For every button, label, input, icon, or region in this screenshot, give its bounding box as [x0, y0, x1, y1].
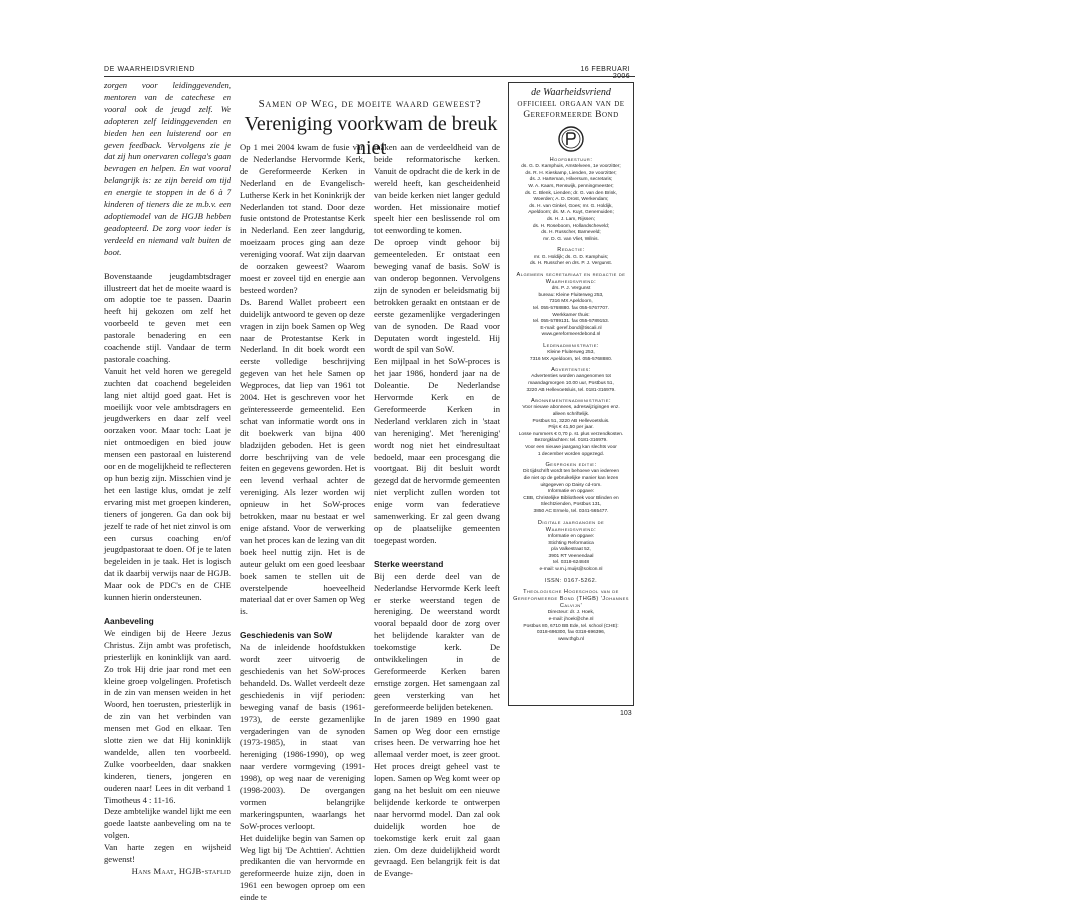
paragraph: We eindigen bij de Heere Jezus Christus. Zijn ambt was profetisch, priesterlijk en koninklijk van aard. Zo trok Hij drie jaar rond met een kleine groep volgelingen. Profetisch in de zin van mensen weiden in het Woord, hen toerusten, priesterlijk in de zin van het verbinden van mensen met God en elkaar. Ten slotte zien we dat Hij koninklijk wandelde, allen ten voorbeeld. Zulke voorbeelden, daar snakken kinderen, tieners, jongeren en ouderen naar! Lees in dit verband 1 Timotheus 4 : 11-16.	[104, 627, 231, 805]
masthead-section	[512, 520, 630, 574]
paragraph: Van harte zegen en wijsheid gewenst!	[104, 842, 231, 865]
masthead-box	[508, 82, 634, 706]
masthead-line: Voor nieuwe abonnees, adreswijzigingen enz.	[522, 405, 620, 411]
paragraph: In de jaren 1989 en 1990 gaat Samen op Weg door een ernstige crises heen. De verwarring hoe het allemaal verder moet, is zeer groot. Het proces dreigt geheel vast te lopen. Samen op Weg komt weer op gang na het besluit om een nieuwe belijdende kerkorde te ontwerpen naar hervormd model. Dan zal ook duidelijk worden hoe de toekomstige kerk eruit zal gaan zien. Om deze duidelijkheid wordt gevraagd. Een belangrijk feit is dat de Evange-	[374, 713, 500, 879]
masthead-line: ds. H. J. Lam, Rijssen;	[547, 216, 595, 222]
masthead-line: ds. G. D. Kamphuis, Amstelveen, 1e voorzitter;	[521, 164, 621, 170]
masthead-line: Voor een nieuwe jaargang kan slechts voor	[525, 445, 617, 451]
masthead-section	[512, 157, 630, 243]
masthead-line: Apeldoorn; ds. M. A. Kuyt, Genemuiden;	[528, 210, 614, 216]
masthead-section-heading: Hoofdbestuur:	[549, 157, 593, 163]
paragraph: Op 1 mei 2004 kwam de fusie van de Nederlandse Hervormde Kerk, de Gereformeerde Kerken in Nederland en de Evangelisch-Lutherse Kerk in het Koninkrijk der Nederlanden tot stand. Door deze fusie ontstond de Protestantse Kerk in Nederland. Een zeer langdurig, moeizaam proces ging aan deze vereniging vooraf. Wat zijn daarvan de oorzaken geweest? Waarom moest er zoveel tijd en energie aan besteed worden?	[240, 142, 365, 295]
masthead-subtitle: officieel orgaan van de Gereformeerde Bond	[517, 99, 625, 120]
masthead-line: Kleine Fluiterweg 253,	[547, 350, 595, 356]
masthead-line: bureau: Kleine Fluiterweg 253,	[538, 292, 604, 298]
masthead-line: Postbus 51, 3220 AB Hellevoetsluis.	[532, 418, 610, 424]
masthead-line: 7316 MX Apeldoorn,	[549, 299, 593, 305]
masthead-section-heading: Advertenties:	[551, 367, 591, 374]
masthead-line: ds. H. Roseboom, Hollandscheveld;	[532, 223, 610, 229]
masthead-line: 3901 RT Veenendaal	[548, 553, 594, 559]
masthead-line: Informatie en opgave:	[547, 533, 595, 539]
paragraph: Vanuit het veld horen we geregeld zuchten dat coachend begeleiden lang niet altijd goed gaat. Het is moeilijk voor vele ambtsdragers en jeugdwerkers en daar zelf veel oorzaken voor. Maar toch: Laat je niet ontmoedigen en bied jouw mensen een pastoraal en luisterend oor en de mogelijkheid te reflecteren op hun bezig zijn. Misschien vind je het een lastige klus, omdat je zelf ervaring mist met groepen kinderen, tieners of jongeren. Ga dan ook bij jezelf te rade of het niet zinvol is om een cursus coaching en/of jeugdpastoraat te doen. Of je te laten begeleiden in je taak. Het is logisch dat ik daarbij verwijs naar de HGJB. Maar ook de PDC's en de CHE kunnen hierin ondersteunen.	[104, 365, 231, 603]
subheading-aanbeveling: Aanbeveling	[104, 615, 154, 626]
masthead-line: e-mail: jhoek@che.nl	[548, 616, 594, 622]
masthead-line: ds. H. van Ginkel, Goes; mr. G. Holdijk,	[529, 203, 613, 209]
paragraph: Deze ambtelijke wandel lijkt me een goede laatste aanbeveling om na te volgen.	[104, 806, 231, 841]
masthead-section	[512, 272, 630, 339]
masthead-line: e-mail: w.m.j.muijs@solcon.nl	[539, 566, 603, 572]
masthead-section-heading: Theologische Hogeschool van de Gereformeerde Bond (THGB) 'Johannes Calvijn'	[513, 588, 629, 610]
gereformeerde-bond-logo-icon	[558, 126, 584, 152]
masthead-line: die niet op de gebruikelijke manier kan lezen	[523, 476, 619, 481]
masthead-line: alleen schriftelijk.	[552, 412, 590, 418]
running-header-date: 16 FEBRUARI	[580, 66, 630, 73]
paragraph: Bij een derde deel van de Nederlandse Hervormde Kerk leeft er sterke weerstand tegen de hereniging. De weerstand wordt vooral bepaald door de zorg over het belijdende karakter van de toekomstige kerk. De ontwikkelingen in de Gereformeerde Kerken baren ernstige zorgen. Het samengaan zal geen versterking van het gereformeerde belijden betekenen.	[374, 570, 500, 712]
masthead-section-heading: Digitale jaargangen de Waarheidsvriend:	[537, 519, 605, 533]
author-signature: Hans Maat, HGJB-staflid	[131, 866, 231, 876]
masthead-section	[512, 367, 630, 394]
masthead-line: uitgegeven op Daisy cd-rom.	[540, 482, 602, 488]
masthead-line: ds. C. Blenk, Lienden; dr. G. van den Brink,	[525, 190, 617, 196]
intro-quote: zorgen voor leidinggevenden, mentoren van de catechese en vooral ook de jeugd zelf. We adopteren zelf leidinggevenden en bieden hen een luisterend oor en geven feedback. Vervolgens zie je dat zij hun onervaren collega's gaan bevragen en helpen. En wat vooral belangrijk is: ze zijn bereid om tijd en energie te stoppen in de 6 à 7 kinderen of tieners die ze m.b.v. een adoptiemodel van de HGJB hebben geadopteerd. De zorg voor ieder is verdeeld en niemand valt buiten de boot.	[104, 80, 231, 257]
article-kicker: Samen op Weg, de moeite waard geweest?	[258, 98, 482, 110]
paragraph: Bovenstaande jeugdambtsdrager illustreert dat het de moeite waard is om adoptie toe te passen. Daarin heeft hij gekozen om zelf het voorbeeld te geven met een pastorale benadering en een coachende stijl. Vandaar de term pastorale coaching.	[104, 270, 231, 364]
masthead-section-heading: Redactie:	[557, 247, 585, 254]
masthead-line: E-mail: geref.bond@tiscali.nl	[540, 325, 602, 331]
masthead-line: www.thgb.nl	[558, 636, 584, 642]
masthead-line: Losse nummers € 0,70 p. st. plus verzendkosten. Bezorgklachten: tel. 0181-316979.	[518, 431, 624, 444]
masthead-section	[512, 398, 630, 458]
masthead-line: Werkkamer thuis:	[552, 312, 590, 318]
masthead-line: Stichting Reformatica	[548, 540, 594, 546]
paragraph: Ds. Barend Wallet probeert een duidelijk antwoord te geven op deze vragen in zijn boek Samen op Weg naar de Protestantse Kerk in Nederland. In dit boek wordt een eerste volledige beschrijving gegeven van het hele Samen op Wegproces, dat liep van 1961 tot 2004. Het is geschreven voor het geïnteresseerde gemeentelid. Een schat van informatie wordt ons in dit boekwerk van bijna 400 bladzijden geboden. Het is geen dorre beschrijving van de vele feiten en gegevens geworden. Het is een levend verhaal achter de vereniging. Als lezer worden wij opnieuw in het SoW-proces betrokken, maar nu bestaat er wel enige afstand. Voor de verwerking van het proces kan de lezing van dit boek heel nuttig zijn. Het is de auteur gelukt om een goed leesbaar boek samen te stellen uit de overstelpende hoeveelheid materiaal dat er over Samen op Weg is.	[240, 296, 365, 617]
column-left	[104, 80, 231, 878]
masthead-line: 1 december worden opgezegd.	[537, 451, 605, 457]
masthead-section-heading: Ledenadministratie:	[543, 342, 599, 349]
masthead-section	[512, 247, 630, 267]
masthead-line: W. A. Kaars, Renswijk, penningmeester;	[528, 183, 614, 189]
masthead-title: de Waarheidsvriend	[531, 87, 611, 98]
masthead-line: 3220 AB Hellevoetsluis, tel. 0181-316979.	[526, 387, 616, 393]
masthead-section	[512, 462, 630, 515]
masthead-line: Advertenties worden aangenomen tot	[531, 374, 611, 380]
masthead-line: ds. J. Harteman, Hilversum, secretaris;	[529, 177, 613, 183]
paragraph: Na de inleidende hoofdstukken wordt zeer uitvoerig de geschiedenis van het SoW-proces behandeld. Ds. Wallet verdeelt deze geschiedenis in vijf perioden: beweging vanaf de basis (1961-1973), de eerste gezamenlijke vergaderingen van de synoden (1973-1985), in staat van hereniging (1986-1990), op weg naar verdere vormgeving (1991-1998), op weg naar de vereniging (1998-2003). De overgangen vormen belangrijke markeringspunten, waarlangs het SoW-proces verloopt.	[240, 642, 365, 831]
masthead-section-heading: ISSN: 0167-5262.	[544, 577, 598, 584]
subheading-geschiedenis: Geschiedenis van SoW	[240, 630, 333, 641]
masthead-line: 3850 AC Ermelo, tel. 0341-565477.	[533, 508, 609, 514]
masthead-line: drs. P. J. Vergunst	[551, 286, 591, 292]
header-divider	[104, 76, 635, 77]
masthead-section-heading: Gesproken editie:	[545, 462, 597, 469]
masthead-line: mr. D. G. van Vliet, Wilnis.	[543, 236, 599, 242]
masthead-line: Dit tijdschrift wordt ten behoeve van iedereen	[523, 469, 619, 475]
masthead-line: Postbus 80, 6710 BB Ede, tel. school (CHE):	[523, 623, 619, 629]
masthead-line: Prijs € 41,50 per jaar.	[548, 425, 594, 431]
masthead-line: Slechtzienden, Postbus 131,	[540, 502, 602, 508]
paragraph: De oproep vindt gehoor bij gemeenteleden. Er ontstaat een beweging vanaf de basis. SoW is van onderop begonnen. Vervolgens zijn de synoden er beleidsmatig bij betrokken geraakt en ontstaan er de eerste gezamenlijke vergaderingen van de synoden. De Raad voor Deputaten wordt ingesteld. Hij wordt de spil van SoW.	[374, 237, 500, 355]
masthead-section	[512, 589, 630, 644]
paragraph: Het duidelijke begin van Samen op Weg ligt bij 'De Achttien'. Achttien predikanten die van hervormde en gereformeerde huize zijn, doen in 1961 een bewogen oproep om een einde te	[240, 832, 365, 903]
masthead-section-heading: Abonnementenadministratie:	[531, 398, 611, 405]
article-headline: Vereniging voorkwam de breuk niet	[244, 113, 498, 159]
masthead-line: Woerden; A. D. Drost, Werkendam;	[533, 197, 609, 203]
masthead-line: p/a Valkestraat 52,	[551, 547, 591, 553]
running-header-publication: DE WAARHEIDSVRIEND	[104, 66, 196, 73]
masthead-line: maandagmorgen 10.00 uur, Postbus 51,	[528, 381, 614, 387]
masthead-line: 7316 MX Apeldoorn, tel. 055-5768880.	[529, 356, 613, 362]
masthead-line: ds. R. H. Kieskamp, Lienden, 2e voorzitter;	[525, 170, 617, 176]
masthead-line: 0318-696300, fax 0318-696396,	[536, 630, 606, 636]
masthead-section-heading: Algemeen secretariaat en redactie de Waarheidsvriend:	[516, 271, 626, 285]
subheading-sterke-weerstand: Sterke weerstand	[374, 558, 444, 569]
masthead-line: Directeur: dr. J. Hoek,	[547, 610, 595, 616]
column-middle	[240, 142, 365, 904]
column-right	[374, 142, 500, 880]
masthead-line: CBB, Christelijke Bibliotheek voor Blinden en	[523, 495, 619, 501]
masthead-line: tel. 055-5768880. fax 055-5767707.	[532, 305, 609, 311]
masthead-line: tel. 0318-624848	[552, 560, 589, 566]
masthead-line: ds. H. Russcher, Barneveld;	[541, 230, 601, 236]
masthead-sections	[512, 157, 630, 643]
paragraph: maken aan de verdeeldheid van de beide reformatorische kerken. Vanuit de opdracht die de kerk in de wereld heeft, kan gescheidenheid van beide kerken niet langer geduld worden. Het missionaire motief speelt hier een beslissende rol om tot eenwording te komen.	[374, 142, 500, 236]
masthead-line: tel. 055-5789131. fax 055-5789153.	[532, 319, 609, 325]
masthead-line: ds. H. Russcher en drs. P. J. Vergunst.	[529, 261, 613, 267]
masthead-section	[512, 578, 630, 585]
page-number: 103	[620, 710, 632, 717]
masthead-line: Informatie en opgave:	[547, 489, 595, 495]
masthead-line: www.gereformeerdebond.nl	[541, 332, 601, 338]
paragraph: Een mijlpaal in het SoW-proces is het jaar 1986, honderd jaar na de Doleantie. De Nederlandse Hervormde Kerk en de Gereformeerde Kerken in Nederland verklaren zich in 'staat van hereniging'. Met 'hereniging' wordt nog niet het eindresultaat bedoeld, maar een procesgang die voortgaat. Bij dit besluit wordt gezegd dat de hervormde gemeenten niet verplicht zullen worden tot enige vorm van federatieve samenwerking. Er zal geen dwang op de plaatselijke gemeenten toegepast worden.	[374, 356, 500, 545]
masthead-section	[512, 343, 630, 363]
masthead-line: mr. G. Holdijk; ds. G. D. Kamphuis;	[533, 254, 609, 260]
